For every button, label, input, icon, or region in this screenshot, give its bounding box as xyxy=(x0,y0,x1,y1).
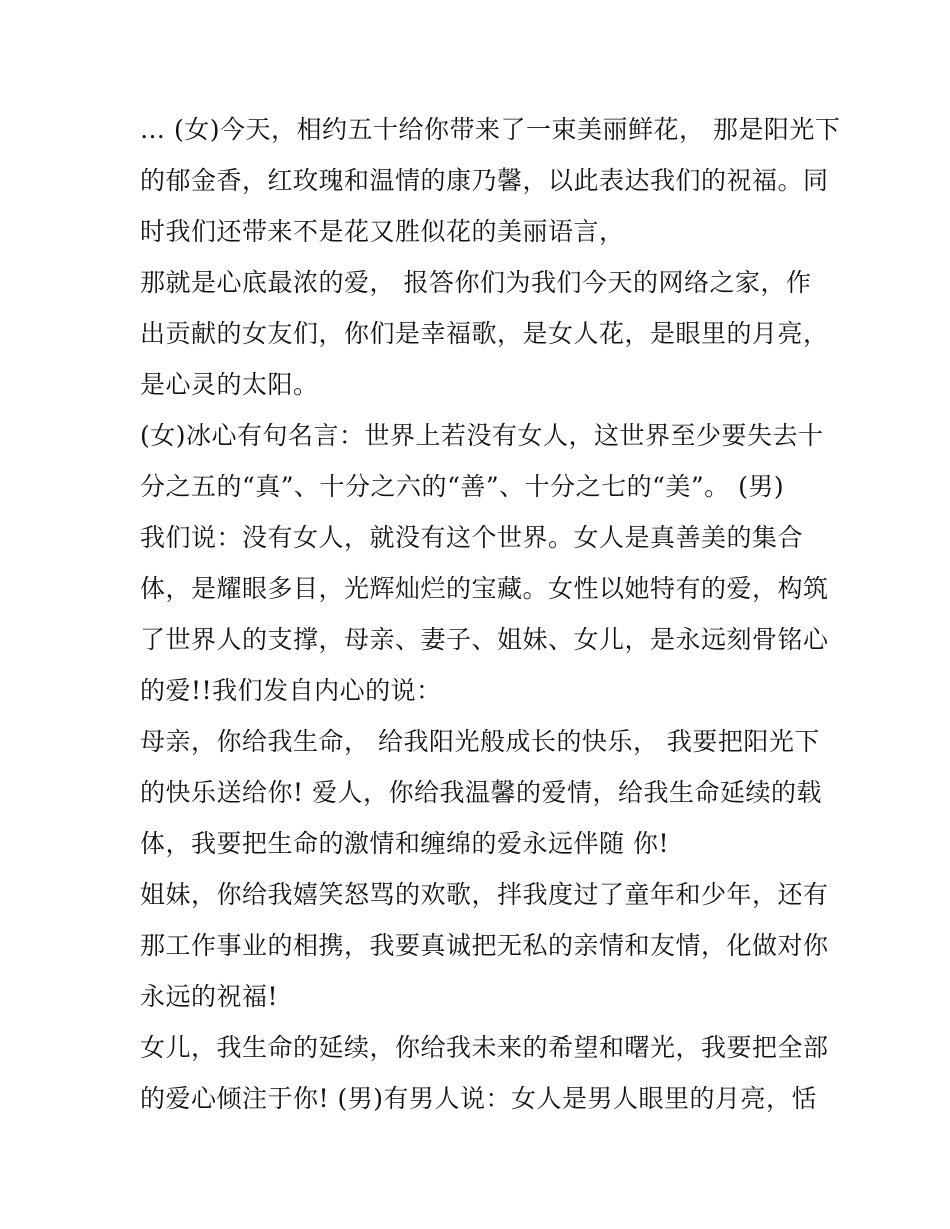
text-line: 姐妹，你给我嬉笑怒骂的欢歌，拌我度过了童年和少年，还有 xyxy=(140,880,829,909)
text-line: 女儿，我生命的延续，你给我未来的希望和曙光，我要把全部 xyxy=(140,1033,829,1062)
text-line: 永远的祝福! xyxy=(140,982,279,1011)
text-line: 了世界人的支撑，母亲、妻子、姐妹、女儿，是永远刻骨铭心 xyxy=(140,625,829,654)
text-line: 出贡献的女友们，你们是幸福歌，是女人花，是眼里的月亮， xyxy=(140,319,829,348)
text-line: 那工作事业的相携，我要真诚把无私的亲情和友情，化做对你 xyxy=(140,931,829,960)
text-line: 的郁金香，红玫瑰和温情的康乃馨，以此表达我们的祝福。同 xyxy=(140,166,829,195)
text-line: … (女)今天，相约五十给你带来了一束美丽鲜花， 那是阳光下 xyxy=(140,115,841,144)
text-line: (女)冰心有句名言：世界上若没有女人，这世界至少要失去十 xyxy=(140,421,824,450)
text-line: 的快乐送给你! 爱人，你给我温馨的爱情，给我生命延续的载 xyxy=(140,778,822,807)
text-line: 的爱心倾注于你! (男)有男人说：女人是男人眼里的月亮，恬 xyxy=(140,1084,818,1113)
text-line: 时我们还带来不是花又胜似花的美丽语言， xyxy=(140,217,625,246)
text-line: 体，我要把生命的激情和缠绵的爱永远伴随 你! xyxy=(140,829,669,858)
body-text xyxy=(140,108,841,1128)
text-line: 的爱!!我们发自内心的说： xyxy=(140,676,442,705)
text-line: 分之五的“真”、十分之六的“善”、十分之七的“美”。 (男) xyxy=(140,472,785,501)
text-line: 那就是心底最浓的爱， 报答你们为我们今天的网络之家，作 xyxy=(140,268,812,297)
text-line: 母亲，你给我生命， 给我阳光般成长的快乐， 我要把阳光下 xyxy=(140,727,820,756)
text-line: 体，是耀眼多目，光辉灿烂的宝藏。女性以她特有的爱，构筑 xyxy=(140,574,829,603)
text-line: 是心灵的太阳。 xyxy=(140,370,319,399)
text-line: 我们说：没有女人，就没有这个世界。女人是真善美的集合 xyxy=(140,523,804,552)
